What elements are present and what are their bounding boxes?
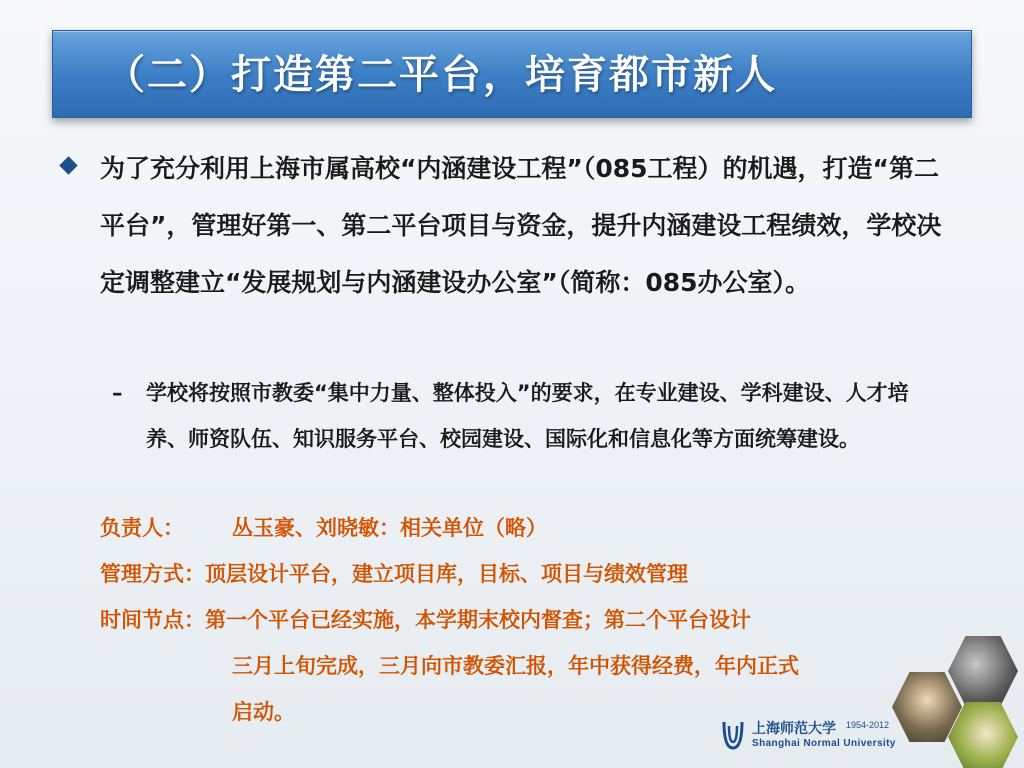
- responsible-line: [100, 506, 547, 550]
- management-line: [100, 552, 688, 596]
- management-value: 顶层设计平台，建立项目库，目标、项目与绩效管理: [205, 562, 688, 586]
- logo-name-cn: 上海师范大学: [752, 721, 836, 737]
- main-bullet: [62, 140, 952, 311]
- main-bullet-text: 为了充分利用上海市属高校“内涵建设工程”（085工程）的机遇，打造“第二平台”，管理好第一、第二平台项目与资金，提升内涵建设工程绩效，学校决定调整建立“发展规划与内涵建设办公室”（简称：085办公室）。: [100, 154, 942, 297]
- sub-bullet: [112, 370, 947, 462]
- timeline-value-line3: 启动。: [232, 700, 295, 724]
- campus-photo-crowd: [948, 636, 1018, 706]
- timeline-label: 时间节点：: [100, 608, 205, 632]
- logo-years: 1954-2012: [846, 720, 890, 730]
- dash-bullet-marker: –: [112, 381, 123, 405]
- responsible-value: 丛玉豪、刘晓敏：相关单位（略）: [232, 516, 547, 540]
- slide-title: （二）打造第二平台，培育都市新人: [52, 30, 972, 118]
- sub-bullet-text: 学校将按照市教委“集中力量、整体投入”的要求，在专业建设、学科建设、人才培养、师资队伍、知识服务平台、校园建设、国际化和信息化等方面统筹建设。: [146, 381, 909, 451]
- responsible-label: 负责人：: [100, 516, 184, 540]
- timeline-value-line2: 三月上旬完成，三月向市教委汇报，年中获得经费，年内正式: [232, 654, 799, 678]
- university-logo: [720, 714, 910, 758]
- university-logo-icon: [720, 718, 746, 752]
- timeline-line: [100, 598, 751, 642]
- timeline-value-line1: 第一个平台已经实施，本学期末校内督查；第二个平台设计: [205, 608, 751, 632]
- management-label: 管理方式：: [100, 562, 205, 586]
- diamond-bullet-icon: [59, 156, 77, 174]
- logo-name-en: Shanghai Normal University: [752, 738, 896, 749]
